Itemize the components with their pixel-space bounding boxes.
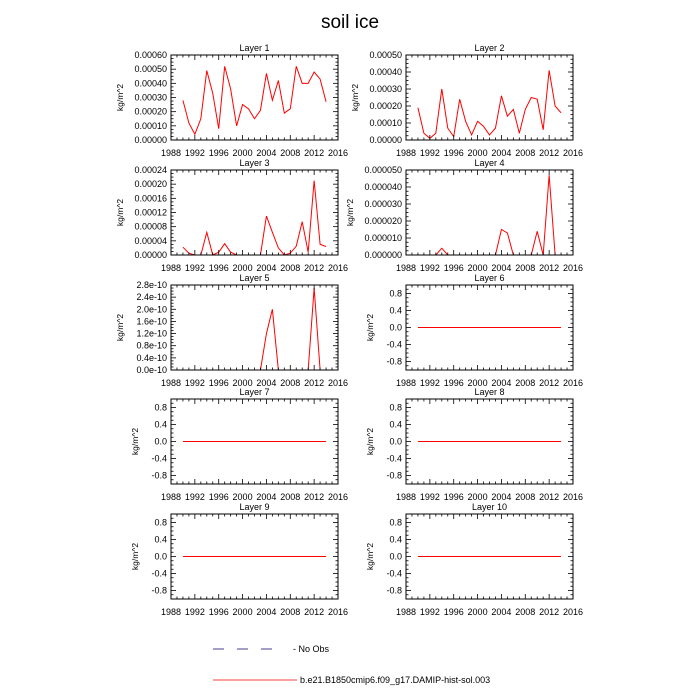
x-tick-label: 1992 — [419, 263, 440, 273]
y-tick-label: 0.00020 — [369, 101, 402, 111]
x-tick-label: 1996 — [443, 492, 464, 502]
x-tick-label: 1996 — [208, 148, 229, 158]
x-tick-label: 2016 — [562, 607, 584, 617]
x-tick-label: 1988 — [160, 263, 182, 273]
x-tick-label: 1996 — [443, 607, 464, 617]
y-tick-label: 0.0 — [389, 322, 402, 333]
x-tick-label: 1996 — [443, 263, 464, 273]
x-tick-label: 2016 — [327, 378, 349, 388]
y-tick-label: 0.0e-10 — [136, 365, 167, 375]
x-tick-label: 2012 — [539, 378, 560, 388]
x-tick-label: 2012 — [304, 263, 325, 273]
x-tick-label: 2004 — [256, 492, 277, 502]
x-tick-label: 2004 — [256, 378, 277, 388]
y-tick-label: 1.2e-10 — [136, 328, 167, 339]
x-tick-label: 2008 — [515, 148, 536, 158]
y-tick-label: -0.4 — [386, 339, 402, 350]
y-tick-label: 0.00010 — [369, 118, 402, 128]
panel-title: Layer 6 — [474, 273, 505, 283]
y-tick-label: 2.8e-10 — [136, 280, 167, 290]
panel-title: Layer 9 — [239, 502, 270, 512]
x-tick-label: 2000 — [232, 378, 253, 388]
x-tick-label: 2008 — [515, 378, 536, 388]
x-tick-label: 2016 — [562, 148, 584, 158]
x-tick-label: 1988 — [160, 492, 182, 502]
y-axis-label: kg/m^2 — [365, 427, 375, 456]
y-axis-label: kg/m^2 — [350, 83, 360, 112]
y-tick-label: 0.0 — [389, 551, 402, 562]
y-tick-label: -0.8 — [386, 356, 402, 367]
y-tick-label: 0.4 — [389, 534, 402, 545]
y-tick-label: 0.000030 — [364, 199, 402, 209]
y-axis-label: kg/m^2 — [115, 313, 125, 342]
y-axis-label: kg/m^2 — [130, 542, 140, 571]
x-tick-label: 2008 — [280, 263, 301, 273]
x-tick-label: 2004 — [491, 607, 512, 617]
y-tick-label: 0.00024 — [134, 165, 167, 175]
y-tick-label: 0.00030 — [134, 92, 167, 103]
panel-title: Layer 5 — [239, 273, 270, 283]
x-tick-label: 1992 — [184, 492, 205, 502]
y-tick-label: 0.00020 — [134, 179, 167, 190]
y-tick-label: 0.00000 — [134, 135, 167, 145]
y-tick-label: 0.8 — [389, 288, 402, 299]
x-tick-label: 1996 — [208, 263, 229, 273]
x-tick-label: 2008 — [280, 492, 301, 502]
y-tick-label: 0.00020 — [134, 106, 167, 117]
x-tick-label: 1988 — [395, 607, 417, 617]
x-tick-label: 1992 — [184, 378, 205, 388]
y-tick-label: 0.0 — [389, 436, 402, 447]
x-tick-label: 2000 — [232, 492, 253, 502]
x-tick-label: 2012 — [539, 492, 560, 502]
y-tick-label: 0.00030 — [369, 84, 402, 94]
x-tick-label: 2000 — [232, 607, 253, 617]
x-tick-label: 2012 — [539, 263, 560, 273]
y-tick-label: 2.0e-10 — [136, 304, 167, 315]
x-tick-label: 1988 — [395, 148, 417, 158]
figure-title: soil ice — [320, 12, 380, 33]
x-tick-label: 1988 — [395, 378, 417, 388]
x-tick-label: 1996 — [208, 607, 229, 617]
x-tick-label: 2000 — [467, 148, 488, 158]
x-tick-label: 2008 — [515, 263, 536, 273]
y-tick-label: 0.00000 — [369, 135, 402, 145]
x-tick-label: 1992 — [419, 378, 440, 388]
y-tick-label: -0.8 — [386, 470, 402, 481]
y-tick-label: 0.00016 — [134, 193, 167, 204]
x-tick-label: 2008 — [280, 148, 301, 158]
y-tick-label: -0.4 — [151, 568, 167, 579]
y-tick-label: -0.4 — [386, 568, 402, 579]
x-tick-label: 2016 — [562, 263, 584, 273]
y-tick-label: 0.4e-10 — [136, 352, 167, 363]
y-tick-label: 0.0 — [154, 551, 167, 562]
y-axis-label: kg/m^2 — [115, 198, 125, 227]
y-tick-label: 0.8 — [389, 402, 402, 413]
y-tick-label: -0.4 — [151, 453, 167, 464]
x-tick-label: 2008 — [280, 607, 301, 617]
x-tick-label: 1988 — [395, 263, 417, 273]
y-tick-label: 1.6e-10 — [136, 316, 167, 327]
x-tick-label: 1992 — [184, 263, 205, 273]
y-tick-label: 0.000010 — [364, 233, 402, 243]
y-axis-label: kg/m^2 — [345, 198, 355, 227]
x-tick-label: 1988 — [160, 607, 182, 617]
x-tick-label: 1996 — [443, 378, 464, 388]
x-tick-label: 2004 — [256, 263, 277, 273]
x-tick-label: 2004 — [491, 378, 512, 388]
x-tick-label: 2008 — [515, 492, 536, 502]
x-tick-label: 1992 — [184, 607, 205, 617]
y-tick-label: 0.00000 — [134, 250, 167, 260]
x-tick-label: 2004 — [491, 492, 512, 502]
panel-title: Layer 10 — [471, 502, 508, 512]
y-tick-label: 0.8 — [389, 517, 402, 528]
x-tick-label: 1996 — [208, 378, 229, 388]
x-tick-label: 2012 — [304, 148, 325, 158]
legend-label-model: b.e21.B1850cmip6.f09_g17.DAMIP-hist-sol.003 — [300, 675, 491, 685]
x-tick-label: 1992 — [419, 492, 440, 502]
x-tick-label: 2000 — [232, 148, 253, 158]
x-tick-label: 1988 — [160, 378, 182, 388]
x-tick-label: 2000 — [467, 378, 488, 388]
x-tick-label: 1996 — [208, 492, 229, 502]
y-tick-label: 0.8e-10 — [136, 340, 167, 351]
y-tick-label: 0.00040 — [369, 67, 402, 77]
x-tick-label: 1992 — [184, 148, 205, 158]
y-tick-label: 0.00012 — [134, 207, 167, 218]
y-tick-label: 0.0 — [154, 436, 167, 447]
y-axis-label: kg/m^2 — [130, 427, 140, 456]
x-tick-label: 1988 — [395, 492, 417, 502]
x-tick-label: 2012 — [539, 148, 560, 158]
x-tick-label: 2012 — [539, 607, 560, 617]
x-tick-label: 2004 — [256, 607, 277, 617]
y-tick-label: -0.8 — [151, 585, 167, 596]
panel-title: Layer 8 — [474, 387, 505, 397]
x-tick-label: 2008 — [280, 378, 301, 388]
panel-title: Layer 2 — [474, 43, 505, 53]
y-tick-label: 0.00050 — [369, 50, 402, 60]
y-tick-label: -0.4 — [386, 453, 402, 464]
x-tick-label: 2016 — [562, 492, 584, 502]
x-tick-label: 2016 — [562, 378, 584, 388]
y-tick-label: 0.00050 — [134, 64, 167, 75]
x-tick-label: 2004 — [491, 148, 512, 158]
x-tick-label: 2004 — [491, 263, 512, 273]
x-tick-label: 1992 — [419, 607, 440, 617]
x-tick-label: 2000 — [232, 263, 253, 273]
panel-title: Layer 3 — [239, 158, 270, 168]
x-tick-label: 2016 — [327, 492, 349, 502]
x-tick-label: 1988 — [160, 148, 182, 158]
x-tick-label: 2000 — [467, 492, 488, 502]
x-tick-label: 2012 — [304, 378, 325, 388]
x-tick-label: 2004 — [256, 148, 277, 158]
y-tick-label: 0.4 — [389, 305, 402, 316]
x-tick-label: 2016 — [327, 263, 349, 273]
panel-title: Layer 1 — [239, 43, 270, 53]
y-tick-label: 0.8 — [154, 402, 167, 413]
y-axis-label: kg/m^2 — [115, 83, 125, 112]
y-tick-label: 0.000000 — [364, 250, 402, 260]
y-tick-label: -0.8 — [151, 470, 167, 481]
y-tick-label: 0.00004 — [134, 235, 167, 246]
y-axis-label: kg/m^2 — [365, 542, 375, 571]
y-tick-label: 0.000020 — [364, 216, 402, 226]
y-tick-label: 0.4 — [389, 419, 402, 430]
x-tick-label: 2008 — [515, 607, 536, 617]
panel-title: Layer 7 — [239, 387, 270, 397]
y-tick-label: 0.000050 — [364, 165, 402, 175]
y-axis-label: kg/m^2 — [365, 313, 375, 342]
x-tick-label: 2012 — [304, 607, 325, 617]
y-tick-label: 2.4e-10 — [136, 292, 167, 303]
x-tick-label: 1992 — [419, 148, 440, 158]
x-tick-label: 1996 — [443, 148, 464, 158]
y-tick-label: 0.4 — [154, 419, 167, 430]
y-tick-label: 0.00060 — [134, 50, 167, 60]
x-tick-label: 2016 — [327, 607, 349, 617]
x-tick-label: 2000 — [467, 607, 488, 617]
x-tick-label: 2016 — [327, 148, 349, 158]
y-tick-label: 0.4 — [154, 534, 167, 545]
y-tick-label: 0.00040 — [134, 78, 167, 89]
panel-title: Layer 4 — [474, 158, 505, 168]
y-tick-label: 0.00010 — [134, 120, 167, 131]
y-tick-label: 0.00008 — [134, 221, 167, 232]
y-tick-label: 0.000040 — [364, 182, 402, 192]
x-tick-label: 2000 — [467, 263, 488, 273]
x-tick-label: 2012 — [304, 492, 325, 502]
y-tick-label: 0.8 — [154, 517, 167, 528]
y-tick-label: -0.8 — [386, 585, 402, 596]
legend-label-no-obs: - No Obs — [293, 644, 330, 654]
